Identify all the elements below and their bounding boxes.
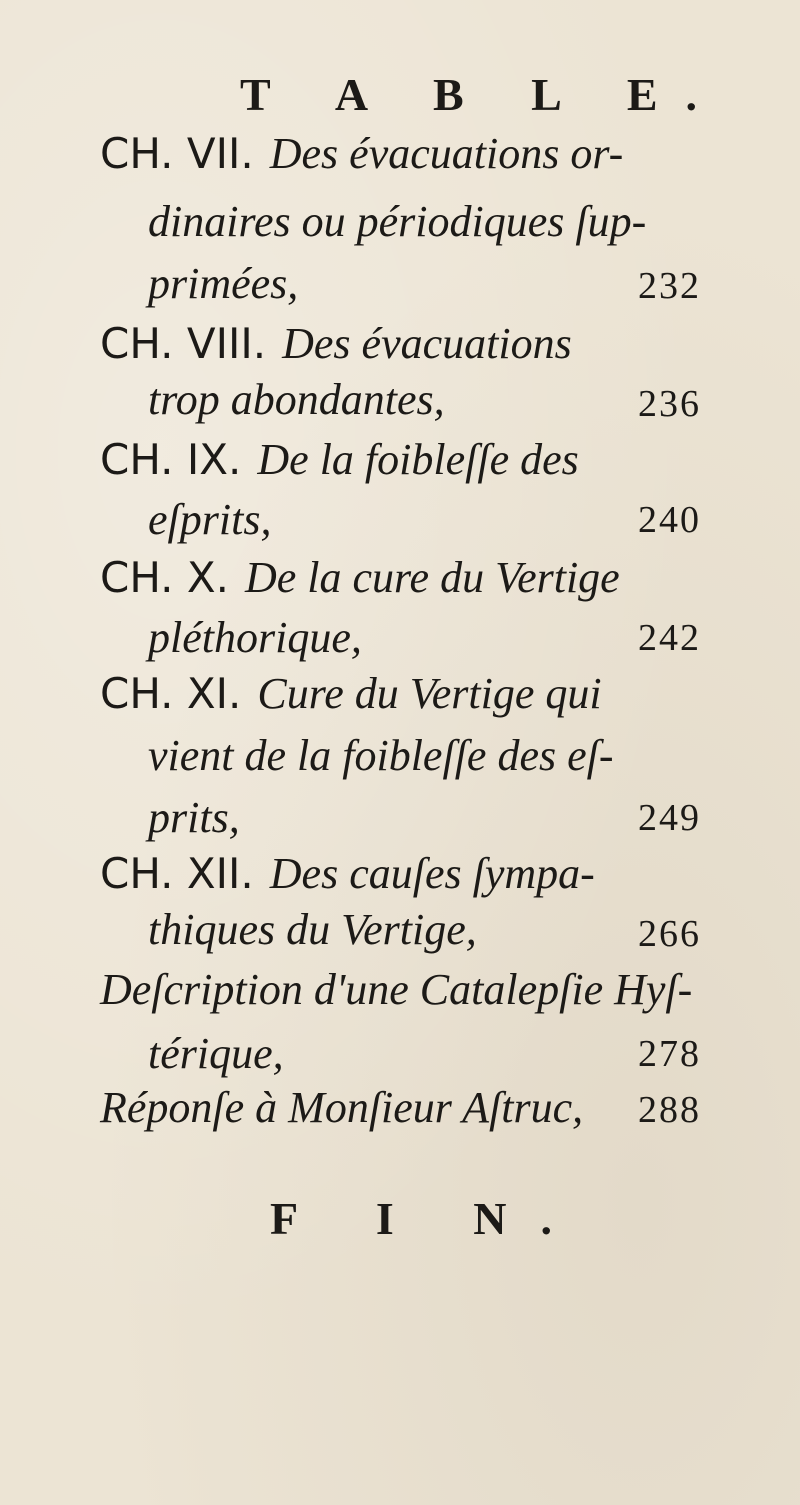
entry-text: De la foibleſſe des <box>257 435 579 484</box>
toc-entry-ch9-line1 <box>100 434 579 485</box>
page-number: 278 <box>638 1033 701 1075</box>
toc-entry-ch10-line2: pléthorique, <box>148 613 362 662</box>
toc-entry-ch12-line2: thiques du Vertige, <box>148 905 477 954</box>
toc-entry-ch11-line1 <box>100 668 602 719</box>
entry-text: De la cure du Vertige <box>245 553 620 602</box>
page-number: 232 <box>638 265 701 307</box>
table-heading: T A B L E. <box>240 69 726 120</box>
entry-text: Des évacuations <box>282 319 572 368</box>
page-number: 288 <box>638 1089 701 1131</box>
toc-entry-ch7-line1 <box>100 128 623 179</box>
chapter-label: CH. VIII. <box>100 319 267 368</box>
toc-entry-ch10-line1 <box>100 552 620 603</box>
toc-entry-ch11-line3: prits, <box>148 793 240 842</box>
toc-entry-ch7-line2: dinaires ou périodiques ſup- <box>148 197 647 246</box>
fin-footer: F I N. <box>270 1193 587 1244</box>
chapter-label: CH. XII. <box>100 849 254 898</box>
chapter-label: CH. X. <box>100 553 229 602</box>
chapter-label: CH. VII. <box>100 129 254 178</box>
page-number: 242 <box>638 617 701 659</box>
page-number: 249 <box>638 797 701 839</box>
toc-entry-reponse-line1: Réponſe à Monſieur Aſtruc, <box>100 1083 584 1132</box>
page-number: 266 <box>638 913 701 955</box>
toc-entry-ch12-line1 <box>100 848 595 899</box>
chapter-label: CH. IX. <box>100 435 242 484</box>
toc-entry-ch8-line1 <box>100 318 572 369</box>
entry-text: Des cauſes ſympa- <box>269 849 595 898</box>
toc-entry-description-line1: Deſcription d'une Catalepſie Hyſ- <box>100 965 693 1014</box>
chapter-label: CH. XI. <box>100 669 242 718</box>
entry-text: Cure du Vertige qui <box>257 669 602 718</box>
page-number: 236 <box>638 383 701 425</box>
page-number: 240 <box>638 499 701 541</box>
toc-entry-ch7-line3: primées, <box>148 259 299 308</box>
toc-entry-ch8-line2: trop abondantes, <box>148 375 445 424</box>
entry-text: Des évacuations or- <box>269 129 624 178</box>
toc-entry-ch9-line2: eſprits, <box>148 495 272 544</box>
toc-entry-ch11-line2: vient de la foibleſſe des eſ- <box>148 731 614 780</box>
toc-entry-description-line2: térique, <box>148 1029 284 1078</box>
